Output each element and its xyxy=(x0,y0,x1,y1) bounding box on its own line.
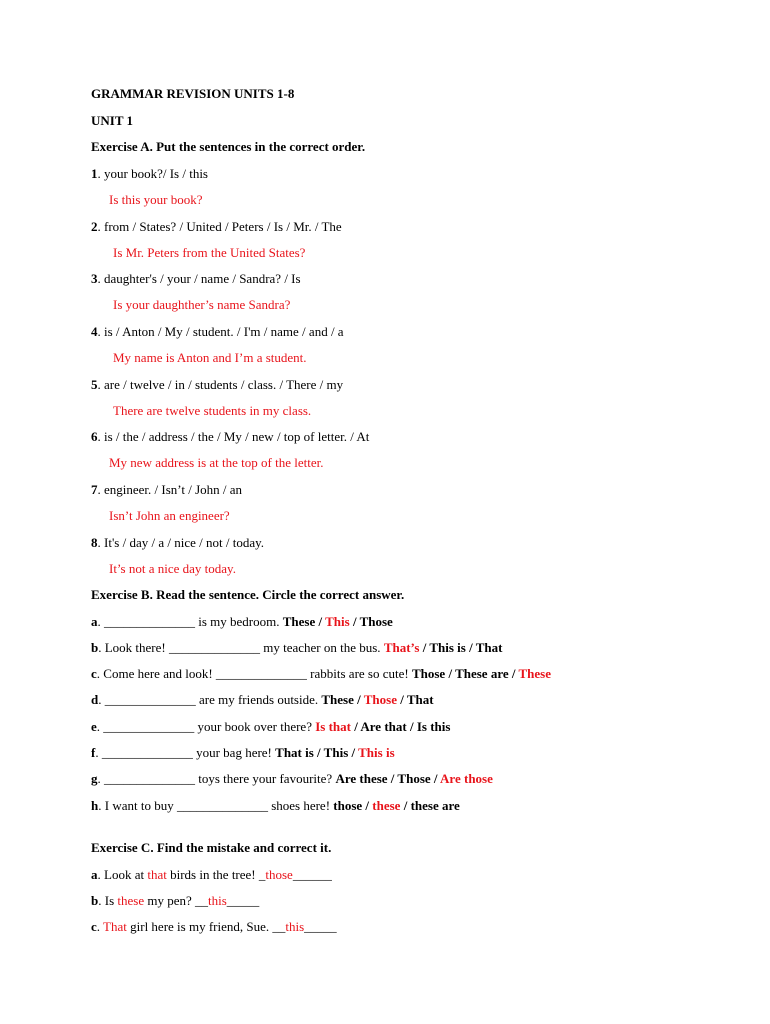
exercise-a-answer: There are twelve students in my class. xyxy=(113,403,312,418)
exercise-a-answer: Is Mr. Peters from the United States? xyxy=(113,245,306,260)
exercise-a-question: 7. engineer. / Isn’t / John / an xyxy=(91,482,243,497)
exercise-a-heading: Exercise A. Put the sentences in the correct order. xyxy=(91,139,366,154)
exercise-a-question: 1. your book?/ Is / this xyxy=(91,166,208,181)
exercise-a-question: 3. daughter's / your / name / Sandra? / Is xyxy=(91,271,301,286)
exercise-a-question: 5. are / twelve / in / students / class. / There / my xyxy=(91,377,344,392)
exercise-b-item: e. ______________ your book over there? Is that / Are that / Is this xyxy=(91,719,451,734)
exercise-a-question: 2. from / States? / United / Peters / Is / Mr. / The xyxy=(91,219,342,234)
exercise-a-answer: It’s not a nice day today. xyxy=(109,561,236,576)
exercise-a-answer: My new address is at the top of the letter. xyxy=(109,455,324,470)
exercise-a-question: 6. is / the / address / the / My / new / top of letter. / At xyxy=(91,429,370,444)
exercise-a-answer: Is this your book? xyxy=(109,192,203,207)
exercise-c-item: b. Is these my pen? __this_____ xyxy=(91,893,260,908)
exercise-a-answer: Is your daughther’s name Sandra? xyxy=(113,297,291,312)
exercise-b-heading: Exercise B. Read the sentence. Circle the correct answer. xyxy=(91,587,405,602)
exercise-b-item: c. Come here and look! ______________ rabbits are so cute! Those / These are / These xyxy=(91,666,552,681)
exercise-b-item: b. Look there! ______________ my teacher on the bus. That’s / This is / That xyxy=(91,640,503,655)
exercise-b-item: g. ______________ toys there your favourite? Are these / Those / Are those xyxy=(91,771,493,786)
exercise-a-answer: My name is Anton and I’m a student. xyxy=(113,350,307,365)
document-title: GRAMMAR REVISION UNITS 1-8 xyxy=(91,86,295,101)
exercise-c-heading: Exercise C. Find the mistake and correct it. xyxy=(91,840,332,855)
exercise-a-question: 4. is / Anton / My / student. / I'm / name / and / a xyxy=(91,324,344,339)
exercise-b-item: f. ______________ your bag here! That is / This / This is xyxy=(91,745,395,760)
exercise-c-item: a. Look at that birds in the tree! _those______ xyxy=(91,867,332,882)
exercise-a-answer: Isn’t John an engineer? xyxy=(109,508,230,523)
exercise-a-question: 8. It's / day / a / nice / not / today. xyxy=(91,535,264,550)
exercise-b-item: a. ______________ is my bedroom. These / This / Those xyxy=(91,614,393,629)
exercise-c-item: c. That girl here is my friend, Sue. __this_____ xyxy=(91,919,337,934)
unit-heading: UNIT 1 xyxy=(91,113,134,128)
exercise-b-item: h. I want to buy ______________ shoes here! those / these / these are xyxy=(91,798,460,813)
exercise-b-item: d. ______________ are my friends outside. These / Those / That xyxy=(91,692,434,707)
